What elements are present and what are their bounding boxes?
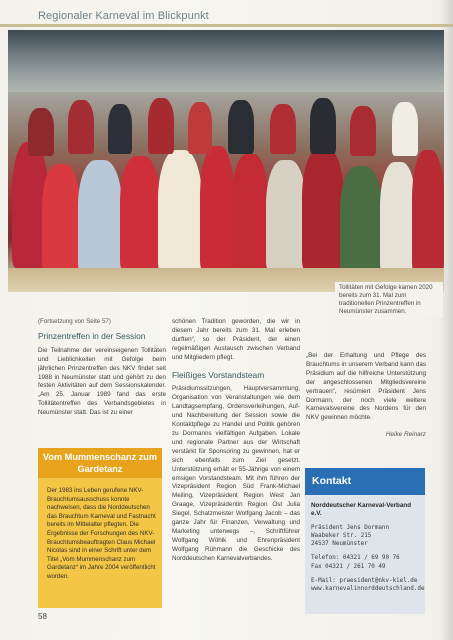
contact-email[interactable]: E-Mail: praesident@nkv-kiel.de (311, 577, 418, 584)
contact-details (311, 502, 423, 593)
carnival-crowd (8, 90, 444, 275)
group-photo (8, 30, 444, 292)
continuation-note: (Fortsetzung von Seite 57) (38, 318, 111, 325)
article-column-left (38, 318, 166, 426)
article-column-middle (172, 318, 300, 572)
sidebar-box-history (38, 448, 162, 608)
contact-street: Waabeker Str. 215 (311, 533, 372, 540)
article-subheading-2: Fleißiges Vorstandsteam (172, 369, 265, 380)
contact-website[interactable]: www.karnevalinnorddeutschland.de (311, 585, 425, 592)
contact-person: Präsident Jens Dormann (311, 525, 390, 532)
contact-phone: Telefon: 04321 / 69 90 76 (311, 555, 400, 562)
contact-organization: Norddeutscher Karneval-Verband e.V. (311, 502, 412, 518)
article-paragraph-4: „Bei der Erhaltung und Pflege des Brauchtums in unserem Verband kann das Präsidium auf die hilfreiche Unterstützung der angeschlossenen Mitgliedsvereine vertrauen“, resümiert Präsident Jens Dormann, der noch viele weitere Karnevalsvereine des Nordens für den NKV gewinnen möchte. (306, 352, 426, 422)
contact-title: Kontakt (305, 468, 425, 495)
article-column-right (306, 352, 426, 440)
sidebar-box-text: Der 1983 ins Leben gerufene NKV-Brauchtumsausschuss konnte nachweisen, dass die Norddeutschen das Brauchtum Karneval und Fastnacht bereits im Mittelalter pflegten. Die Ergebnisse der Forschungen des NKV-Brauchtumsbeauftragten Claus Michael Nicolas sind in einer Schrift unter dem Titel „Vom Mummenschanz zum Gardetanz“ im Jahre 2004 veröffentlicht worden. (47, 487, 156, 580)
header-rule (0, 24, 453, 27)
article-paragraph-1: Die Teilnahme der vereinseigenen Tollitäten und Lieblichkeiten mit Gefolge beim jährlichen Prinzentreffen des NKV findet seit 1988 in Neumünster statt und gehört zu den festen Aktivitäten auf dem Sessionskalender. „Am 25. Januar 1989 fand das erste Tollitätentreffen des Verbandsgebietes in Neumünster statt. Das ist zu einer (38, 346, 166, 417)
photo-caption: Tollitäten mit Gefolge kamen 2020 bereits zum 31. Mal zum traditionellen Prinzentreffen in Neumünster zusammen. (335, 282, 443, 318)
contact-fax: Fax 04321 / 261 70 49 (311, 563, 386, 570)
contact-box (305, 468, 425, 614)
article-paragraph-2: schönen Tradition geworden, die wir in diesem Jahr bereits zum 31. Mal erleben durften“, so der Präsident, der einen regelmäßigen Austausch zwischen Verband und Mitgliedern pflegt. (172, 318, 300, 361)
author-signature: Heike Reinarz (385, 431, 426, 439)
contact-city: 24537 Neumünster (311, 541, 368, 548)
page-number: 58 (38, 612, 47, 621)
article-paragraph-3: Präsidiumssitzungen, Hauptversammlung, Organisation von Veranstaltungen wie dem Landtagsempfang, Ordensverleihungen, Auf- und Nachbereitung der Session sowie die Kontaktpflege zu Handel und Politik gehören zu Dormanns vielfältigen Aufgaben. Lokale und regionale Partner aus der Wirtschaft verstärkt für Sponsoring zu gewinnen, hat er sich ebenfalls zum Ziel gesetzt. Unterstützung erhält er 55-Jährige von einem emsigen Vorstandsteam. Mit ihm führen der Vizepräsident Region Süd Frank-Michael Meiling, Vizepräsident Region West Jan Graage, Vizepräsidentin Region Ost Julia Siegel, Schatzmeister Wolfgang Jacob – das ganze Jahr für Finanzen, Verwaltung und Marketing unterwegs –, Schriftführer Wolfgang Wöhlk und Ehrenpräsident Wolfgang Rühmann die Geschicke des Norddeutschen Karnevalverbandes. (172, 385, 300, 562)
photo-ceiling (8, 30, 444, 92)
section-header: Regionaler Karneval im Blickpunkt (38, 10, 209, 22)
article-subheading-1: Prinzentreffen in der Session (38, 330, 146, 341)
sidebar-box-title: Vom Mummenschanz zum Gardetanz (38, 448, 162, 478)
